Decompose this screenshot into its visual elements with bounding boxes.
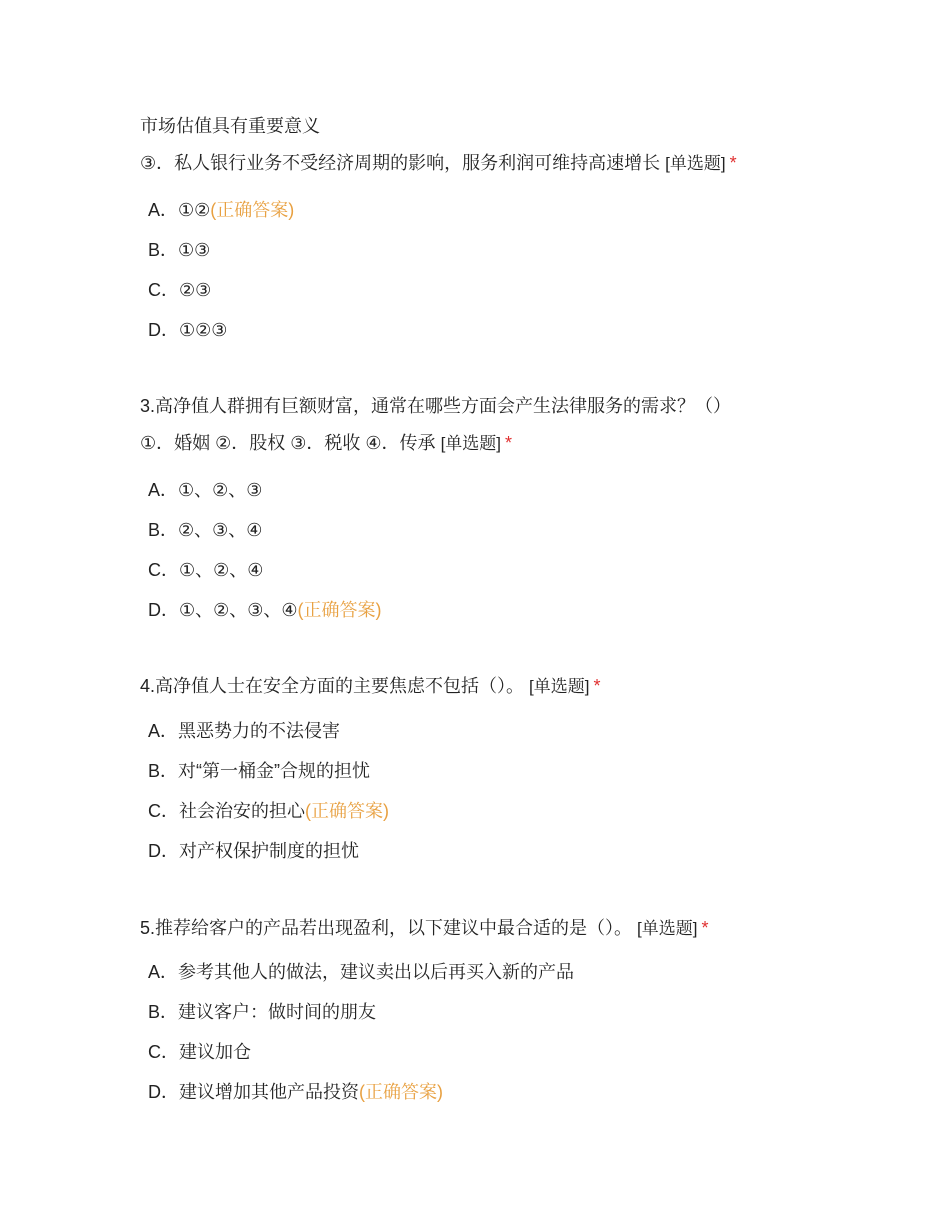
option-d[interactable] bbox=[148, 1080, 443, 1104]
required-mark: * bbox=[729, 153, 737, 173]
option-label: A．①、②、③ bbox=[148, 480, 263, 500]
required-mark: * bbox=[505, 433, 513, 453]
question-type: [单选题] bbox=[529, 677, 590, 696]
option-label: C．建议加仓 bbox=[148, 1042, 251, 1062]
question-text: ①．婚姻 ②．股权 ③．税收 ④．传承 bbox=[140, 433, 436, 453]
option-label: B．建议客户：做时间的朋友 bbox=[148, 1002, 377, 1022]
question-3-title: 3.高净值人群拥有巨额财富，通常在哪些方面会产生法律服务的需求？（） bbox=[140, 396, 732, 416]
statement-text: ③．私人银行业务不受经济周期的影响，服务利润可维持高速增长 bbox=[140, 153, 661, 173]
option-label: A．①② bbox=[148, 200, 211, 220]
option-b[interactable] bbox=[148, 518, 262, 542]
question-3-subtitle bbox=[140, 431, 512, 456]
question-4-title bbox=[140, 674, 601, 699]
correct-answer-tag: (正确答案) bbox=[359, 1082, 443, 1102]
option-label: C．②③ bbox=[148, 280, 212, 300]
option-b[interactable] bbox=[148, 759, 370, 783]
option-c[interactable] bbox=[148, 1040, 251, 1064]
question-type: [单选题] bbox=[440, 434, 502, 453]
question-text: 4.高净值人士在安全方面的主要焦虑不包括（）。 bbox=[140, 676, 525, 696]
option-a[interactable] bbox=[148, 198, 294, 222]
question-type: [单选题] bbox=[665, 154, 726, 173]
option-label: D．①、②、③、④ bbox=[148, 600, 298, 620]
option-d[interactable] bbox=[148, 318, 227, 342]
option-label: D．①②③ bbox=[148, 320, 228, 340]
required-mark: * bbox=[593, 676, 601, 696]
option-label: D．对产权保护制度的担忧 bbox=[148, 841, 359, 861]
option-c[interactable] bbox=[148, 799, 389, 823]
question-type: [单选题] bbox=[637, 919, 698, 938]
option-c[interactable] bbox=[148, 558, 263, 582]
option-b[interactable] bbox=[148, 1000, 376, 1024]
question-statement bbox=[140, 151, 737, 176]
option-label: C．①、②、④ bbox=[148, 560, 264, 580]
option-label: D．建议增加其他产品投资 bbox=[148, 1082, 359, 1102]
option-label: B．②、③、④ bbox=[148, 520, 263, 540]
option-d[interactable] bbox=[148, 839, 359, 863]
correct-answer-tag: (正确答案) bbox=[297, 600, 382, 620]
option-c[interactable] bbox=[148, 278, 211, 302]
option-a[interactable] bbox=[148, 960, 574, 984]
correct-answer-tag: (正确答案) bbox=[210, 200, 295, 220]
option-a[interactable] bbox=[148, 478, 262, 502]
option-b[interactable] bbox=[148, 238, 210, 262]
option-label: A．参考其他人的做法，建议卖出以后再买入新的产品 bbox=[148, 962, 575, 982]
option-a[interactable] bbox=[148, 719, 340, 743]
option-label: B．①③ bbox=[148, 240, 211, 260]
correct-answer-tag: (正确答案) bbox=[305, 801, 389, 821]
option-label: B．对“第一桶金”合规的担忧 bbox=[148, 761, 370, 781]
option-label: C．社会治安的担心 bbox=[148, 801, 305, 821]
required-mark: * bbox=[701, 918, 709, 938]
question-text: 5.推荐给客户的产品若出现盈利，以下建议中最合适的是（）。 bbox=[140, 918, 633, 938]
question-5-title bbox=[140, 916, 709, 941]
option-d[interactable] bbox=[148, 598, 382, 622]
option-label: A．黑恶势力的不法侵害 bbox=[148, 721, 341, 741]
question-text-continuation: 市场估值具有重要意义 bbox=[140, 116, 320, 136]
